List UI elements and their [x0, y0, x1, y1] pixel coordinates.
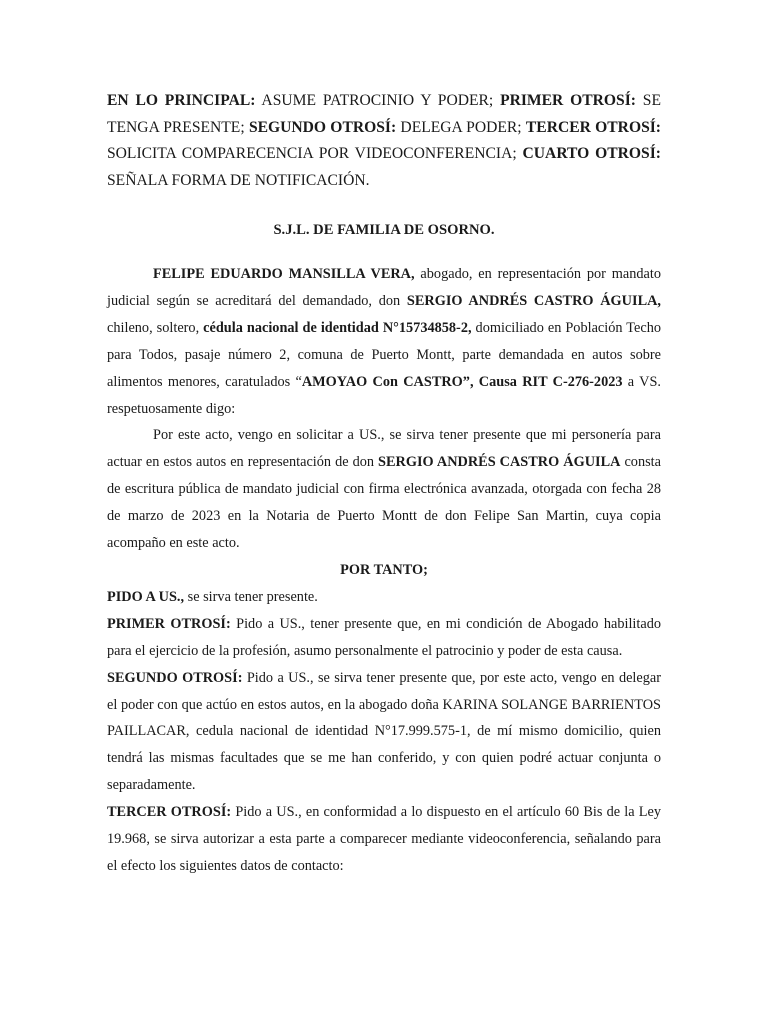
- intro-text-4: a VS. respetuosamente digo:: [107, 373, 662, 417]
- tercer-otrosi-body-label: TERCER OTROSÍ:: [107, 804, 232, 821]
- court-heading: S.J.L. DE FAMILIA DE OSORNO.: [273, 222, 495, 238]
- client-name: SERGIO ANDRÉS CASTRO ÁGUILA,: [406, 292, 662, 309]
- sumilla: [107, 88, 661, 194]
- pido-label: PIDO A US.,: [107, 588, 185, 605]
- cedula: cédula nacional de identidad N°15734858-2,: [203, 319, 472, 336]
- tercer-otrosi-paragraph: [107, 799, 661, 880]
- primer-otrosi-body-label: PRIMER OTROSÍ:: [107, 615, 231, 632]
- en-lo-principal-text: ASUME PATROCINIO Y PODER;: [255, 92, 501, 109]
- intro-text-2: chileno, soltero,: [107, 319, 204, 336]
- en-lo-principal-label: EN LO PRINCIPAL:: [107, 92, 256, 109]
- document-page: [107, 88, 661, 880]
- pido-text: se sirva tener presente.: [184, 588, 318, 605]
- cuarto-otrosi-label: CUARTO OTROSÍ:: [522, 145, 661, 162]
- tercer-otrosi-text: SOLICITA COMPARECENCIA POR VIDEOCONFERENCIA;: [107, 145, 523, 162]
- por-tanto-heading: POR TANTO;: [340, 561, 428, 578]
- tercer-otrosi-label: TERCER OTROSÍ:: [525, 118, 662, 136]
- segundo-otrosi-text: DELEGA PODER;: [396, 118, 526, 136]
- tercer-otrosi-body-text: Pido a US., en conformidad a lo dispuesto en el artículo 60 Bis de la Ley 19.968, se sirva autorizar a esta parte a comparecer mediante videoconferencia, señalando para el efecto los siguientes datos de contacto:: [107, 804, 661, 874]
- personeria-paragraph: [107, 422, 661, 557]
- segundo-otrosi-body-label: SEGUNDO OTROSÍ:: [107, 669, 243, 686]
- intro-paragraph: [107, 261, 661, 422]
- segundo-otrosi-paragraph: [107, 665, 661, 800]
- primer-otrosi-body-text: Pido a US., tener presente que, en mi condición de Abogado habilitado para el ejercicio de la profesión, asumo personalmente el patrocinio y poder de esta causa.: [107, 615, 661, 659]
- caratula: AMOYAO Con CASTRO”, Causa RIT C-276-2023: [301, 373, 623, 390]
- segundo-otrosi-label: SEGUNDO OTROSÍ:: [248, 118, 397, 136]
- primer-otrosi-text: SE TENGA PRESENTE;: [107, 92, 661, 136]
- primer-otrosi-label: PRIMER OTROSÍ:: [500, 92, 636, 109]
- personeria-text-2: consta de escritura pública de mandato judicial con firma electrónica avanzada, otorgada con fecha 28 de marzo de 2023 en la Notaria de Puerto Montt de don Felipe San Martin, cuya copia acompaño en este acto.: [107, 454, 661, 552]
- personeria-text-1: Por este acto, vengo en solicitar a US., se sirva tener presente que mi personería para actuar en estos autos en representación de don: [107, 427, 661, 471]
- intro-text-3: domiciliado en Población Techo para Todos, pasaje número 2, comuna de Puerto Montt, parte demandada en autos sobre alimentos menores, caratulados “: [107, 319, 661, 390]
- cuarto-otrosi-text: SEÑALA FORMA DE NOTIFICACIÓN.: [107, 171, 370, 189]
- pido-paragraph: [107, 584, 661, 611]
- client-name-2: SERGIO ANDRÉS CASTRO ÁGUILA: [378, 454, 621, 471]
- segundo-otrosi-body-text: Pido a US., se sirva tener presente que, por este acto, vengo en delegar el poder con que actúo en estos autos, en la abogado doña KARINA SOLANGE BARRIENTOS PAILLACAR, cedula nacional de identidad N°17.999.575-1, de mí mismo domicilio, quien tendrá las mismas facultades que se me han conferido, y con quien podré actuar conjunta o separadamente.: [107, 669, 662, 794]
- intro-text-1: abogado, en representación por mandato judicial según se acreditará del demandado, don: [107, 266, 661, 309]
- primer-otrosi-paragraph: [107, 611, 661, 665]
- lawyer-name: FELIPE EDUARDO MANSILLA VERA,: [153, 266, 415, 282]
